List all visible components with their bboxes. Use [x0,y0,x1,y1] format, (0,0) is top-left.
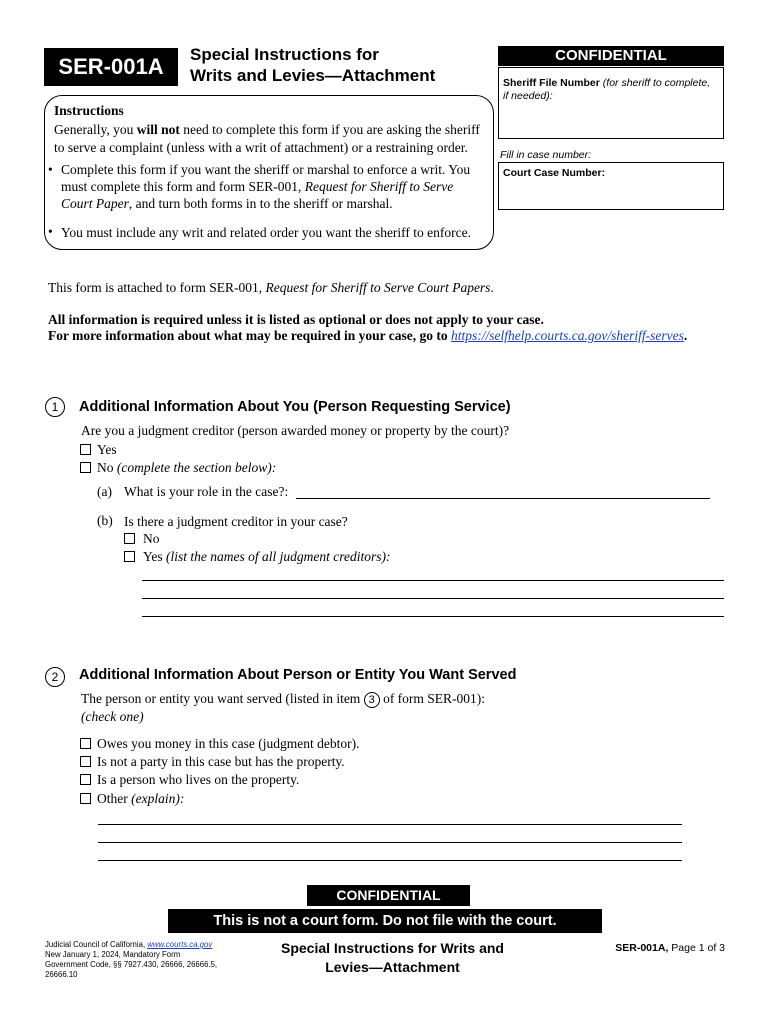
judgment-creditor-question: Are you a judgment creditor (person awarded money or property by the court)? [81,423,510,438]
item-number-1: 1 [45,397,65,417]
required-text: For more information about what may be required in your case, go to [48,328,451,343]
role-question: What is your role in the case?: [124,484,289,499]
section-2-title: Additional Information About Person or Entity You Want Served [79,667,517,683]
form-title-line2: Writs and Levies—Attachment [190,66,436,85]
b-yes-checkbox[interactable] [124,551,135,562]
yes-checkbox[interactable] [80,444,91,455]
yes-label: Yes [97,442,117,457]
intro-text-end: of form SER-001): [379,691,486,706]
sheriff-file-number-label-bold: Sheriff File Number [503,77,600,89]
form-ser001-title: Request for Sheriff to Serve [304,179,454,194]
bullet-1-line1: Complete this form if you want the sheriff or marshal to enforce a writ. You [61,162,471,177]
no-label-text: No [97,460,117,475]
footer-form-id: SER-001A, [615,942,669,954]
footer-gov-code-cont: 26666.10 [45,970,78,979]
form-title [190,44,480,86]
creditor-names-line[interactable] [142,598,724,599]
instructions-text: need to complete this form if you are asking the sheriff [179,122,480,137]
bullet-icon: • [48,162,53,177]
check-one-note: (check one) [81,709,144,724]
explain-line[interactable] [98,842,682,843]
bullet-1-line2 [61,178,491,195]
section-1-title: Additional Information About You (Person Requesting Service) [79,399,511,415]
form-title-line1: Special Instructions for [190,45,379,64]
creditor-names-line[interactable] [142,580,724,581]
b-no-checkbox[interactable] [124,533,135,544]
bullet-1-text-end: , and turn both forms in to the sheriff or marshal. [128,196,393,211]
footer-title-line1: Special Instructions for Writs and [280,940,504,956]
footer-title-line2: Levies—Attachment [325,959,460,975]
creditor-names-line[interactable] [142,616,724,617]
required-notice-line1: All information is required unless it is listed as optional or does not apply to your case. [48,312,544,327]
b-yes-label [143,548,391,565]
person-served-intro [81,690,485,708]
attached-notice [48,279,494,296]
required-notice-line2 [48,327,748,344]
page-number: Page 1 of 3 [668,942,725,954]
attached-text: This form is attached to form SER-001, [48,280,266,295]
third-party-label: Is not a party in this case but has the property. [97,754,345,769]
judgment-creditor-exists-question: Is there a judgment creditor in your case? [124,514,348,529]
bullet-icon: • [48,224,53,239]
explain-line[interactable] [98,860,682,861]
footer-page-info [575,942,725,954]
subitem-a-label: (a) [97,484,112,499]
b-no-label: No [143,531,160,546]
role-answer-line[interactable] [296,498,710,499]
instructions-bullet-2: You must include any writ and related order you want the sheriff to enforce. [61,225,472,240]
not-court-form-notice: This is not a court form. Do not file with the court. [168,909,602,933]
other-label-note: (explain): [131,791,185,806]
third-party-checkbox[interactable] [80,756,91,767]
form-id-badge: SER-001A [44,48,178,86]
sheriff-file-number-label [503,77,713,103]
required-text-end: . [683,328,688,343]
sheriff-file-number-label-note: (for sheriff to complete, if needed): [503,77,711,102]
explain-line[interactable] [98,824,682,825]
intro-text: The person or entity you want served (listed in item [81,691,364,706]
footer-form-status: New January 1, 2024, Mandatory Form [45,950,181,959]
item-number-2: 2 [45,667,65,687]
item-3-ref: 3 [364,692,380,708]
instructions-heading: Instructions [54,103,124,118]
b-yes-label-note: (list the names of all judgment creditors): [166,549,391,564]
instructions-text: Generally, you [54,122,137,137]
no-label-note: (complete the section below): [116,460,277,475]
other-checkbox[interactable] [80,793,91,804]
attached-text-end: . [490,280,494,295]
subitem-b-label: (b) [97,513,113,528]
resident-label: Is a person who lives on the property. [97,772,300,787]
instructions-paragraph-line2: to serve a complaint (unless with a writ of attachment) or a restraining order. [54,140,468,155]
confidential-banner-bottom: CONFIDENTIAL [307,885,470,906]
bullet-1-line3 [61,195,491,212]
attached-form-title: Request for Sheriff to Serve Court Papers [265,280,491,295]
confidential-banner: CONFIDENTIAL [498,46,724,66]
judgment-debtor-checkbox[interactable] [80,738,91,749]
other-label [97,790,184,807]
court-case-number-label: Court Case Number: [503,167,606,179]
footer-gov-code: Government Code, §§ 7927.430, 26666, 26666.5, [45,960,218,969]
form-ser001-title-end: Court Paper [61,196,129,211]
courts-link[interactable]: www.courts.ca.gov [147,940,213,949]
footer-left [45,940,245,980]
instructions-bullet-1 [61,161,491,212]
bullet-1-text: must complete this form and form SER-001, [61,179,305,194]
footer-title [255,939,530,977]
selfhelp-link[interactable]: https://selfhelp.courts.ca.gov/sheriff-serves [451,328,684,343]
instructions-emphasis: will not [136,122,180,137]
footer-council-line [45,940,245,950]
b-yes-label-text: Yes [143,549,167,564]
other-label-text: Other [97,791,132,806]
no-checkbox[interactable] [80,462,91,473]
judgment-debtor-label: Owes you money in this case (judgment debtor). [97,736,360,751]
footer-council: Judicial Council of California, [45,940,148,949]
no-label [97,459,276,476]
fill-in-case-number-label: Fill in case number: [500,149,592,161]
instructions-paragraph [54,121,494,138]
resident-checkbox[interactable] [80,774,91,785]
